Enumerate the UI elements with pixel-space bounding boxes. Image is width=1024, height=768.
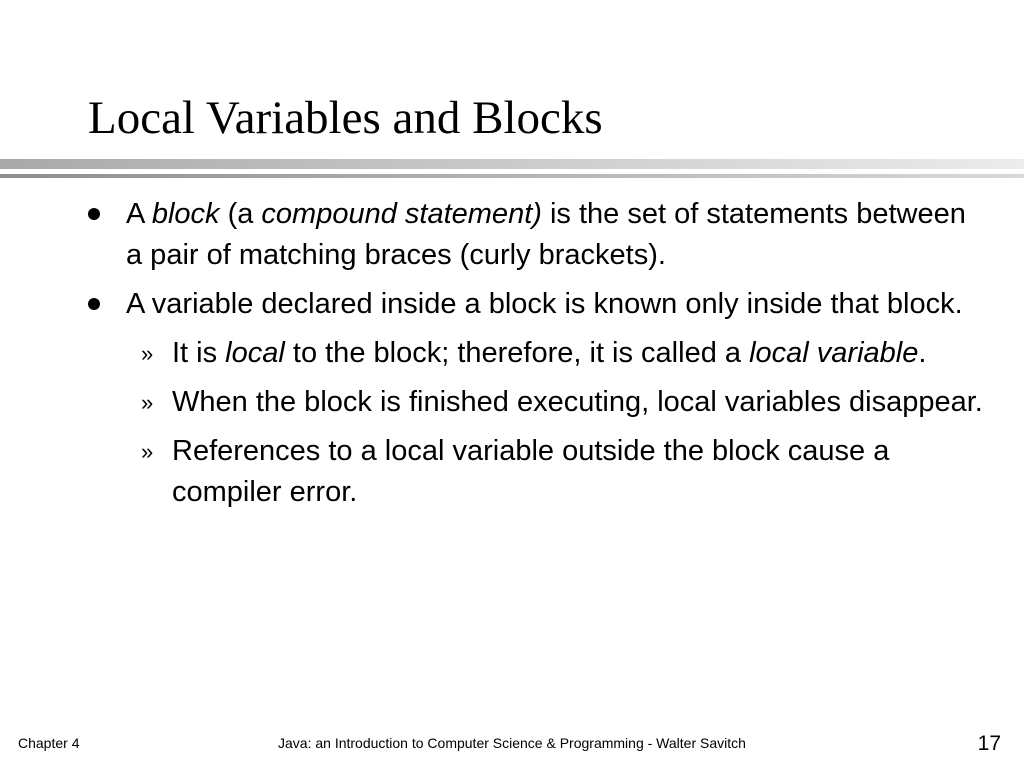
- bullet-item: [88, 194, 988, 276]
- bullet-text: When the block is finished executing, local variables disappear.: [172, 386, 983, 418]
- page-number: 17: [977, 732, 1001, 755]
- sub-bullet-icon: »: [141, 439, 154, 464]
- title-divider-thin: [0, 174, 1024, 178]
- emphasized-text: compound statement): [261, 198, 542, 230]
- bullet-text: A variable declared inside a block is known only inside that block.: [126, 288, 963, 320]
- footer-book-title: Java: an Introduction to Computer Science & Programming - Walter Savitch: [278, 735, 746, 751]
- bullet-text: It is: [172, 337, 226, 369]
- bullet-item: [88, 431, 988, 513]
- slide-title: Local Variables and Blocks: [88, 92, 603, 144]
- bullet-dot-icon: [88, 298, 100, 310]
- bullet-text: (a: [219, 198, 262, 230]
- bullet-text: is the set of statements between a pair of matching braces (curly brackets).: [126, 198, 966, 271]
- bullet-item: [88, 382, 988, 423]
- emphasized-text: block: [151, 198, 220, 230]
- title-divider-thick: [0, 159, 1024, 169]
- sub-bullet-icon: »: [141, 390, 154, 415]
- bullet-item: [88, 284, 988, 325]
- emphasized-text: local: [225, 337, 285, 369]
- bullet-list: [88, 194, 988, 521]
- bullet-text: .: [918, 337, 927, 369]
- bullet-text: A: [126, 198, 152, 230]
- bullet-text: References to a local variable outside the block cause a compiler error.: [172, 435, 890, 508]
- footer-chapter: Chapter 4: [18, 735, 80, 751]
- emphasized-text: local variable: [749, 337, 919, 369]
- bullet-dot-icon: [88, 208, 100, 220]
- bullet-item: [88, 333, 988, 374]
- sub-bullet-icon: »: [141, 341, 154, 366]
- bullet-text: to the block; therefore, it is called a: [284, 337, 750, 369]
